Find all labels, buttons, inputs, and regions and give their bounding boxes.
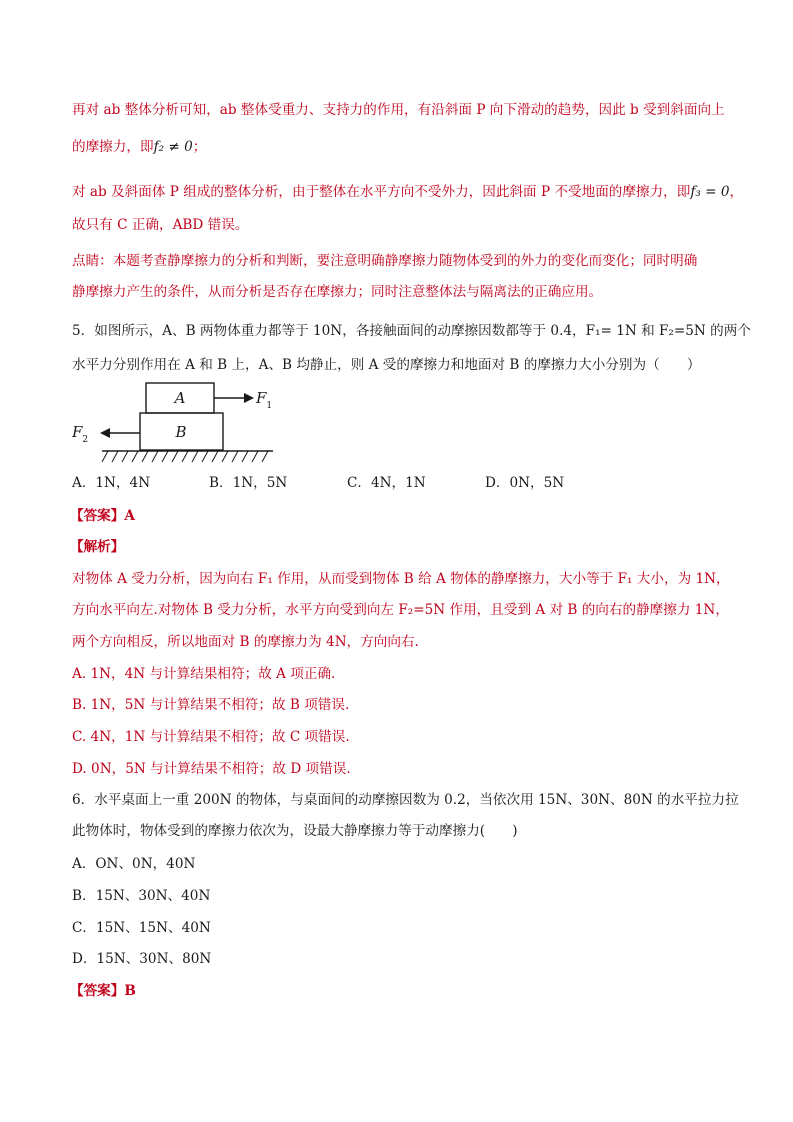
- q6-option-b: B．15N、30N、40N: [72, 888, 211, 904]
- q6-option-d: D．15N、30N、80N: [72, 951, 212, 967]
- solution-line-4: 故只有 C 正确，ABD 错误。: [72, 217, 249, 233]
- solution-line-2-suffix: ；: [192, 139, 207, 155]
- q5-figure: [68, 378, 278, 466]
- q6-stem-line-2: 此物体时，物体受到的摩擦力依次为，设最大静摩擦力等于动摩擦力( ): [72, 823, 518, 839]
- q6-option-c: C．15N、15N、40N: [72, 920, 211, 936]
- force-f2-label: $F_2$: [72, 423, 89, 445]
- solution-line-1: 再对 ab 整体分析可知，ab 整体受重力、支持力的作用，有沿斜面 P 向下滑动的趋势，因此 b 受到斜面向上: [72, 102, 725, 118]
- q5-option-b: B．1N，5N: [209, 475, 288, 491]
- q5-option-d: D．0N，5N: [485, 475, 565, 491]
- block-a-label: A: [174, 389, 186, 407]
- block-b-label: B: [175, 423, 187, 441]
- note-line-1: 点睛：本题考查静摩擦力的分析和判断，要注意明确静摩擦力随物体受到的外力的变化而变化；同时明确: [72, 253, 698, 269]
- solution-line-2-text: 的摩擦力，即: [72, 139, 154, 155]
- q5-analysis-line-4: A. 1N，4N 与计算结果相符；故 A 项正确.: [72, 666, 336, 682]
- q5-option-a: A．1N，4N: [72, 475, 151, 491]
- q6-answer: 【答案】B: [70, 983, 136, 999]
- q5-analysis-line-6: C. 4N，1N 与计算结果不相符；故 C 项错误.: [72, 729, 350, 745]
- solution-line-2: [72, 138, 206, 156]
- force-f1-arrowhead: [244, 393, 254, 403]
- q6-stem-line-1: 6．水平桌面上一重 200N 的物体，与桌面间的动摩擦因数为 0.2，当依次用 15N、30N、80N 的水平拉力拉: [72, 792, 739, 808]
- solution-line-3-text: 对 ab 及斜面体 P 组成的整体分析，由于整体在水平方向不受外力，因此斜面 P 不受地面的摩擦力，即: [72, 184, 691, 200]
- q5-analysis-line-3: 两个方向相反，所以地面对 B 的摩擦力为 4N，方向向右.: [72, 634, 419, 650]
- ground: [102, 451, 273, 462]
- q5-analysis-line-7: D. 0N，5N 与计算结果不相符；故 D 项错误.: [72, 761, 351, 777]
- q6-option-a: A．ON、0N，40N: [72, 856, 196, 872]
- math-f2-inequality: f₂ ≠ 0: [153, 139, 193, 155]
- q5-analysis-line-2: 方向水平向左.对物体 B 受力分析，水平方向受到向左 F₂=5N 作用，且受到 A 对 B 的向右的静摩擦力 1N，: [72, 602, 729, 618]
- note-line-2: 静摩擦力产生的条件，从而分析是否存在摩擦力；同时注意整体法与隔离法的正确应用。: [72, 284, 603, 300]
- force-f2-arrowhead: [100, 428, 110, 438]
- solution-line-3-suffix: ，: [729, 184, 744, 200]
- q5-analysis-line-1: 对物体 A 受力分析，因为向右 F₁ 作用，从而受到物体 B 给 A 物体的静摩擦力，大小等于 F₁ 大小，为 1N，: [72, 571, 730, 587]
- q5-stem-line-1: 5．如图所示，A、B 两物体重力都等于 10N，各接触面间的动摩擦因数都等于 0.4，F₁= 1N 和 F₂=5N 的两个: [72, 323, 751, 339]
- force-f1-label: $F_1$: [256, 389, 273, 411]
- q5-analysis-title: 【解析】: [70, 539, 125, 555]
- math-f3-equation: f₃ = 0: [690, 184, 730, 200]
- q5-answer: 【答案】A: [70, 508, 135, 524]
- solution-line-3: [72, 183, 743, 201]
- q5-analysis-line-5: B. 1N，5N 与计算结果不相符；故 B 项错误.: [72, 697, 350, 713]
- q5-option-c: C．4N，1N: [347, 475, 426, 491]
- q5-stem-line-2: 水平力分别作用在 A 和 B 上，A、B 均静止，则 A 受的摩擦力和地面对 B 的摩擦力大小分别为（ ）: [72, 357, 701, 373]
